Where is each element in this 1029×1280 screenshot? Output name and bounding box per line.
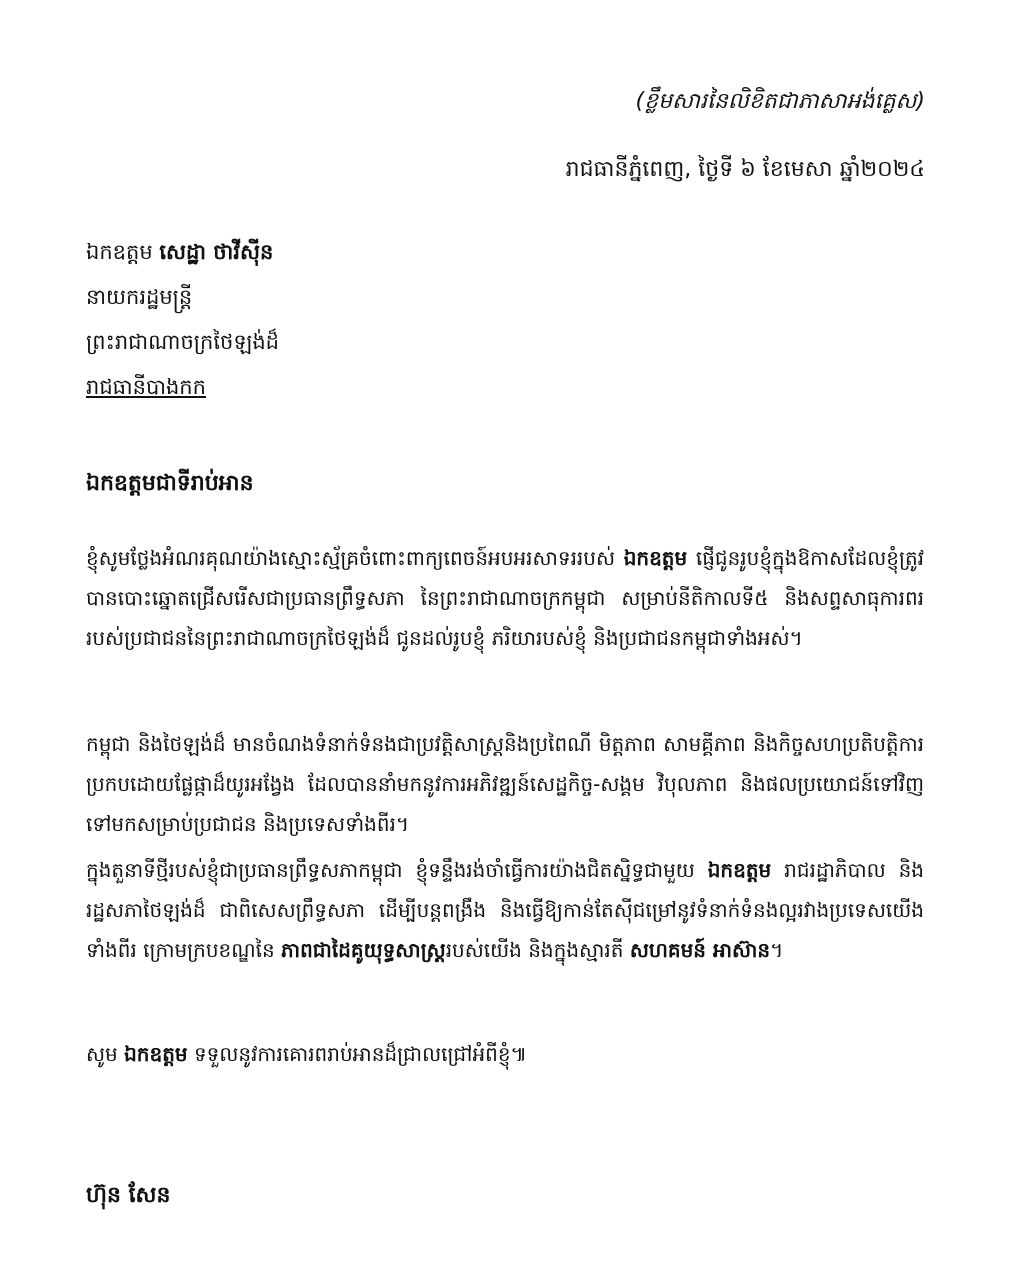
p3-bold-asean: សហគមន៍ អាស៊ាន	[629, 938, 771, 962]
paragraph-relations: កម្ពុជា និងថៃឡង់ដ៏ មានចំណងទំនាក់ទំនងជាប្រវត្តិសាស្ត្រនិងប្រពៃណី មិត្តភាព សាមគ្គីភាព និងកិច្ចសហប្រតិបត្តិការប្រកបដោយផ្លែផ្កាដ៏យូរអង្វែង ដែលបាននាំមកនូវការអភិវឌ្ឍន៍សេដ្ឋកិច្ច-សង្គម វិបុលភាព និងផលប្រយោជន៍ទៅវិញទៅមកសម្រាប់ប្រជាជន និងប្រទេសទាំងពីរ។	[86, 732, 924, 836]
p3-text-4: ។	[770, 938, 784, 962]
paragraph-cooperation	[86, 850, 924, 970]
paragraph-thanks	[86, 538, 924, 658]
p3-text-2: រាជរដ្ឋាភិបាល និងរដ្ឋសភាថៃឡង់ដ៏ ជាពិសេសព្រឹទ្ធសភា ដើម្បីបន្តពង្រឹង និងធ្វើឱ្យកាន់តែស៊ីជម្រៅនូវទំនាក់ទំនងល្អរវាងប្រទេសយើងទាំងពីរ ក្រោមក្របខណ្ឌនៃ	[86, 858, 925, 962]
recipient-name: សេដ្ឋា ថាវីស៊ីន	[159, 240, 274, 264]
p3-bold-partnership: ភាពជាដៃគូយុទ្ធសាស្ត្រ	[281, 938, 446, 962]
p1-text-1: ខ្ញុំសូមថ្លែងអំណរគុណយ៉ាងស្មោះស្ម័គ្រចំពោះពាក្យពេចន៍អបអរសាទររបស់	[86, 546, 616, 570]
signature-name: ហ៊ុន សែន	[86, 1183, 171, 1208]
recipient-country: ព្រះរាជាណាចក្រថៃឡង់ដ៏	[86, 330, 279, 354]
p3-text-1: ក្នុងតួនាទីថ្មីរបស់ខ្ញុំជាប្រធានព្រឹទ្ធសភាកម្ពុជា ខ្ញុំទន្ទឹងរង់ចាំធ្វើការយ៉ាងជិតស្និទ្ធជាមួយ	[86, 858, 695, 882]
p1-bold-honorific: ឯកឧត្តម	[623, 546, 688, 570]
p4-text-2: ទទួលនូវការគោរពរាប់អានដ៏ជ្រាលជ្រៅអំពីខ្ញុំ៕	[193, 1042, 528, 1066]
letter-note: (ខ្លឹមសារនៃលិខិតជាភាសាអង់គ្លេស)	[635, 89, 925, 114]
recipient-title: នាយករដ្ឋមន្ត្រី	[86, 285, 193, 309]
recipient-name-line	[86, 230, 279, 275]
p1-text-2: ផ្ញើជូនរូបខ្ញុំក្នុងឱកាសដែលខ្ញុំត្រូវបានបោះឆ្នោតជ្រើសរើសជាប្រធានព្រឹទ្ធសភា នៃព្រះរាជាណាចក្រកម្ពុជា សម្រាប់នីតិកាលទី៥ និងសព្ទសាធុការពររបស់ប្រជាជននៃព្រះរាជាណាចក្រថៃឡង់ដ៏ ជូនដល់រូបខ្ញុំ ភរិយារបស់ខ្ញុំ និងប្រជាជនកម្ពុជាទាំងអស់។	[86, 546, 924, 650]
paragraph-closing	[86, 1034, 924, 1074]
recipient-block	[86, 230, 279, 410]
salutation: ឯកឧត្តមជាទីរាប់អាន	[86, 471, 254, 496]
date-line: រាជធានីភ្នំពេញ, ថ្ងៃទី ៦ ខែមេសា ឆ្នាំ២០២៤	[565, 157, 925, 182]
p3-bold-honorific: ឯកឧត្តម	[707, 858, 772, 882]
recipient-honorific: ឯកឧត្តម	[86, 240, 153, 264]
recipient-city: រាជធានីបាងកក	[86, 375, 206, 399]
p4-bold-honorific: ឯកឧត្តម	[124, 1042, 188, 1066]
p3-text-3: របស់យើង និងក្នុងស្មារតី	[445, 938, 624, 962]
p4-text-1: សូម	[86, 1042, 118, 1066]
